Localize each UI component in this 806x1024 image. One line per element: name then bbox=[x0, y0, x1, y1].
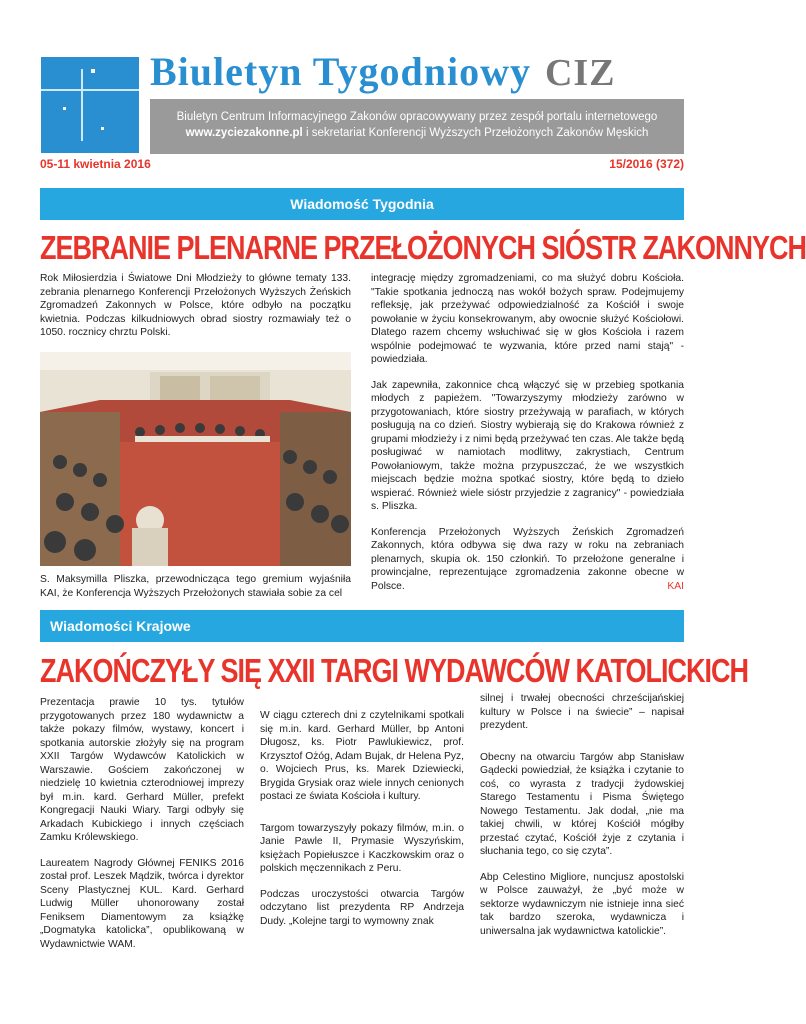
subtitle-line1: Biuletyn Centrum Informacyjnego Zakonów opracowywany przez zespół portalu internetowego bbox=[176, 111, 658, 123]
article2-col3 bbox=[480, 692, 684, 950]
article1-col1-intro bbox=[40, 272, 351, 352]
article1-p1: integrację między zgromadzeniami, co ma służyć dobru Kościoła. "Takie spotkania jednoczą nas wokół bożych spraw. Podejmujemy refleksję, jak przeżywać odpowiedzialność za Kościół i swoje powołanie w życiu konsekrowanym, aby owocnie służyć Kościołowi. Dlatego razem chcemy wsłuchiwać się w głos Kościoła i razem wspólnie podejmować te wyzwania, które przed nami stają" - powiedziała. bbox=[371, 273, 684, 365]
logo-cross bbox=[41, 57, 139, 153]
bulletin-title bbox=[150, 48, 616, 95]
section-bar-news-of-week bbox=[40, 188, 684, 220]
article1-p3: Konferencja Przełożonych Wyższych Żeńskich Zgromadzeń Zakonnych, która odbywa się dwa razy w roku na zebraniach plenarnych, skupia ok. 150 członkiń. To przełożone generalne i prowincjalne, reprezentujące zgromadzenia zakonne obecne w Polsce. bbox=[371, 526, 684, 592]
date-range: 05-11 kwietnia 2016 bbox=[40, 157, 151, 171]
subtitle-line2: i sekretariat Konferencji Wyższych Przełożonych Zakonów Męskich bbox=[305, 127, 649, 139]
article1-source: KAI bbox=[667, 581, 684, 592]
section-bar-national-news bbox=[40, 610, 684, 642]
article2-col1 bbox=[40, 696, 244, 963]
issue-number: 15/2016 (372) bbox=[609, 157, 684, 171]
article2-col1-p2: Laureatem Nagrody Głównej FENIKS 2016 został prof. Leszek Mądzik, twórca i dyrektor Sceny Plastycznej KUL. Kard. Gerhard Ludwig Müller uhonorowany został Feniksem Diamentowym za książkę „Dogmatyka katolicka”, opublikowaną w Wydawnictwie WAM. bbox=[40, 857, 244, 950]
section-label: Wiadomość Tygodnia bbox=[290, 196, 434, 212]
article2-col2-p3: Podczas uroczystości otwarcia Targów odczytano list prezydenta RP Andrzeja Dudy. „Kolejne targi to wymowny znak bbox=[260, 888, 464, 927]
article2-col3-p2: Obecny na otwarciu Targów abp Stanisław Gądecki powiedział, że książka i czytanie to coś, co wyrasta z tradycji żydowskiej Starego Testamentu i Pisma Świętego Nowego Testamentu. Jak dodał, „nie ma takiej chwili, w której Kościół mógłby przestać czytać, Kościół żyje z czytania i słuchania tego, co się czyta”. bbox=[480, 751, 684, 857]
article2-col2 bbox=[260, 709, 464, 940]
title-main: Biuletyn Tygodniowy bbox=[150, 49, 531, 94]
headline-plenary: ZEBRANIE PLENARNE PRZEŁOŻONYCH SIÓSTR ZAKONNYCH bbox=[40, 229, 806, 267]
headline-book-fair: ZAKOŃCZYŁY SIĘ XXII TARGI WYDAWCÓW KATOLICKICH bbox=[40, 652, 748, 690]
article1-col2 bbox=[371, 272, 684, 594]
subtitle-bar bbox=[150, 99, 684, 154]
article2-col2-p1: W ciągu czterech dni z czytelnikami spotkali się m.in. kard. Gerhard Müller, bp Antoni Długosz, ks. Piotr Pawlukiewicz, prof. Krzysztof Ożóg, Adam Bujak, dr Helena Pyz, o. Wojciech Prus, ks. Marek Dziewiecki, Brygida Grysiak oraz wiele innych cenionych postaci ze świata Kościoła i kultury. bbox=[260, 710, 464, 802]
article1-intro: Rok Miłosierdzia i Światowe Dni Młodzieży to główne tematy 133. zebrania plenarnego Konferencji Przełożonych Wyższych Żeńskich Zgromadzeń Zakonnych w Polsce, które odbyło na początku kwietnia. Podczas kilkudniowych obrad siostry rozmawiały też o 1050. rocznicy chrztu Polski. bbox=[40, 273, 351, 338]
subtitle-site-link[interactable]: www.zyciezakonne.pl bbox=[185, 127, 303, 139]
article1-p2: Jak zapewniła, zakonnice chcą włączyć się w przebieg spotkania młodych z papieżem. "Towarzyszymy młodzieży zarówno w przygotowaniach, które siostry przeżywają w parafiach, w których posługują na co dzień. Siostry wybierają się do Krakowa również z grupami młodzieży i z nimi będą przeżywać ten czas. Ale także będą posługiwać w namiotach modlitwy, zakrystiach, Centrum Powołaniowym, także można przypuszczać, że we wszystkich miejscach będzie można spotkać siostry, które będą to dzieło wspierać. Również wiele sióstr przyjedzie z zagranicy" - powiedziała s. Pliszka. bbox=[371, 379, 684, 512]
title-suffix: CIZ bbox=[544, 52, 616, 94]
article2-col3-p3: Abp Celestino Migliore, nuncjusz apostolski w Polsce zauważył, że „być może w sektorze wydawniczym nie istnieje inna sieć tak bardzo szeroka, wydawnicza i uniwersalna jak wydawnictwa katolickie”. bbox=[480, 871, 684, 937]
article2-col2-p2: Targom towarzyszyły pokazy filmów, m.in. o Janie Pawle II, Prymasie Wyszyńskim, księżach Popiełuszce i Kaczkowskim oraz o polskich męczennikach z Peru. bbox=[260, 822, 464, 874]
article2-col3-p1: silnej i trwałej obecności chrześcijańskiej kultury w Polsce i na świecie” – napisał prezydent. bbox=[480, 693, 684, 731]
section-label: Wiadomości Krajowe bbox=[50, 618, 191, 634]
article1-caption: S. Maksymilla Pliszka, przewodnicząca tego gremium wyjaśniła KAI, że Konferencja Wyższych Przełożonych stawiała sobie za cel bbox=[40, 574, 351, 599]
article2-col1-p1: Prezentacja prawie 10 tys. tytułów przygotowanych przez 180 wydawnictw a także pokazy filmów, wystawy, koncert i spotkania autorskie złożyły się na program XXII Targów Wydawców Katolickich w Warszawie. Gościem zakończonej w niedzielę 10 kwietnia czterodniowej imprezy był m.in. kard. Gerhard Müller, prefekt Kongregacji Nauki Wiary. Targi odbyły się Arkadach Kubickiego i innych częściach Zamku Królewskiego. bbox=[40, 697, 244, 843]
photo-plenary-hall bbox=[40, 352, 351, 566]
article1-caption-block bbox=[40, 573, 351, 612]
